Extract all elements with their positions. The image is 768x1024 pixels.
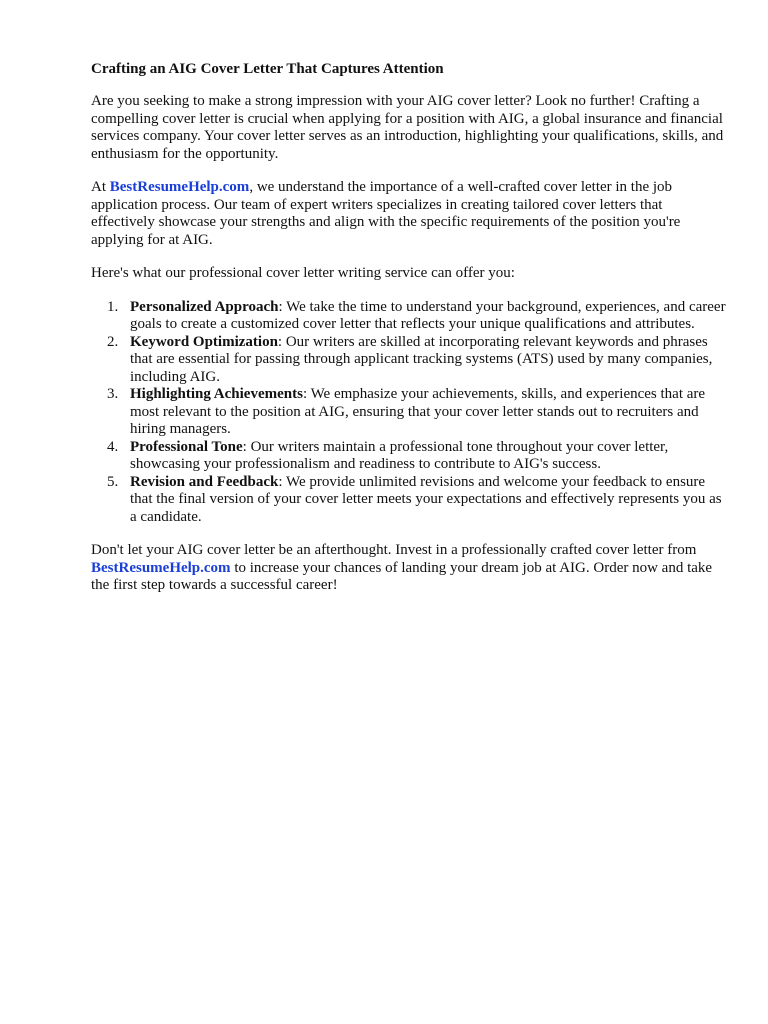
list-item-text: : We provide unlimited revisions and welcome your feedback to ensure that the final version of your cover letter meets your expectations and effectively represents you as a candidate. bbox=[130, 473, 722, 525]
list-item-text: : We emphasize your achievements, skills, and experiences that are most relevant to the position at AIG, ensuring that your cover letter stands out to recruiters and hiring managers. bbox=[130, 386, 706, 437]
company-paragraph-lead: At bbox=[91, 179, 110, 195]
service-list bbox=[91, 299, 728, 527]
bestresumehelp-link[interactable]: BestResumeHelp.com bbox=[109, 179, 250, 195]
page-title: Crafting an AIG Cover Letter That Captures Attention bbox=[91, 61, 444, 77]
list-item-term: Keyword Optimization bbox=[130, 333, 278, 350]
list-item-term: Personalized Approach bbox=[130, 298, 279, 315]
list-item-term: Highlighting Achievements bbox=[130, 386, 303, 402]
list-item bbox=[91, 439, 728, 474]
list-item-text: : Our writers maintain a professional tone throughout your cover letter, showcasing your professionalism and readiness to contribute to AIG's success. bbox=[130, 438, 669, 472]
list-item-text: : Our writers are skilled at incorporating relevant keywords and phrases that are essential for passing through applicant tracking systems (ATS) used by many companies, including AIG. bbox=[130, 333, 713, 385]
intro-paragraph: Are you seeking to make a strong impression with your AIG cover letter? Look no further! Crafting a compelling cover letter is crucial when applying for a position with AIG, a global insurance and financial services company. Your cover letter serves as an introduction, highlighting your qualifications, skills, and enthusiasm for the opportunity. bbox=[91, 93, 724, 162]
list-item-text: : We take the time to understand your background, experiences, and career goals to create a customized cover letter that reflects your unique qualifications and attributes. bbox=[130, 298, 726, 332]
bestresumehelp-link[interactable]: BestResumeHelp.com bbox=[91, 559, 231, 576]
list-item bbox=[91, 334, 728, 387]
list-item-number: 2. bbox=[107, 333, 119, 350]
list-item-number: 1. bbox=[107, 298, 119, 315]
list-item bbox=[91, 299, 728, 334]
offer-intro: Here's what our professional cover letter writing service can offer you: bbox=[91, 265, 515, 281]
closing-paragraph bbox=[91, 542, 728, 595]
closing-paragraph-lead: Don't let your AIG cover letter be an afterthought. Invest in a professionally crafted cover letter from bbox=[91, 542, 697, 558]
list-item-number: 3. bbox=[107, 386, 119, 402]
list-item-term: Revision and Feedback bbox=[130, 473, 279, 490]
list-item-number: 4. bbox=[107, 438, 119, 455]
list-item bbox=[91, 474, 728, 527]
closing-paragraph-body: to increase your chances of landing your dream job at AIG. Order now and take the first step towards a successful career! bbox=[91, 559, 713, 593]
list-item-term: Professional Tone bbox=[130, 438, 243, 455]
company-paragraph bbox=[91, 179, 728, 249]
company-paragraph-body: , we understand the importance of a well-crafted cover letter in the job application process. Our team of expert writers specializes in creating tailored cover letters that effectively showcase your strengths and align with the specific requirements of the position you're applying for at AIG. bbox=[91, 179, 681, 248]
list-item-number: 5. bbox=[107, 473, 119, 490]
list-item bbox=[91, 386, 728, 439]
